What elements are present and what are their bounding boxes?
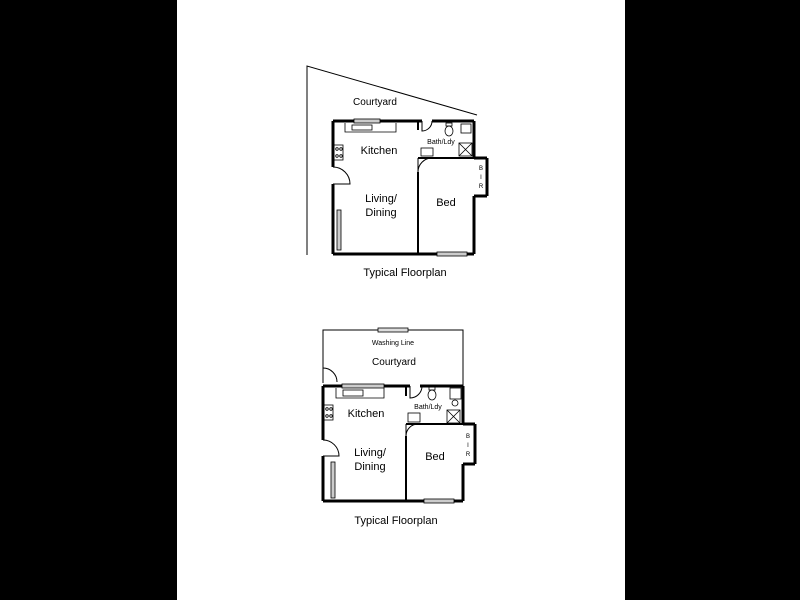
plan-caption: Typical Floorplan: [363, 267, 447, 279]
courtyard-label: Courtyard: [372, 357, 416, 368]
bed-window: [424, 499, 454, 503]
living-window: [337, 210, 341, 250]
bir-label-r: R: [478, 184, 484, 190]
floorplan-upper: [307, 66, 487, 279]
bath-door: [422, 121, 432, 131]
living-label-line1: Living/: [354, 447, 386, 459]
washing-line: [378, 328, 408, 332]
bed-door: [406, 424, 418, 436]
bed-label: Bed: [425, 451, 445, 463]
exterior-walls: [333, 121, 487, 254]
bed-door: [418, 158, 432, 172]
courtyard-gate: [323, 368, 337, 382]
bath-label: Bath/Ldy: [427, 139, 455, 146]
bir-label-r: R: [465, 452, 471, 458]
bed-window: [437, 252, 467, 256]
kitchen-window: [342, 384, 384, 388]
living-window: [331, 462, 335, 498]
floorplan-sheet: [177, 0, 625, 600]
bath-door: [410, 386, 422, 398]
kitchen-label: Kitchen: [360, 145, 398, 157]
kitchen-window: [354, 119, 380, 123]
living-label-line2: Dining: [354, 461, 386, 473]
washing-line-label: Washing Line: [371, 340, 415, 347]
bath-label: Bath/Ldy: [414, 404, 442, 411]
kitchen-label: Kitchen: [347, 408, 385, 420]
bir-label-b: B: [465, 434, 471, 440]
living-door: [323, 440, 339, 456]
floorplan-lower: [323, 328, 475, 527]
living-door: [333, 167, 350, 184]
bed-label: Bed: [436, 197, 456, 209]
bir-label-i: I: [480, 175, 482, 181]
floorplan-drawing: [177, 0, 625, 600]
living-label-line2: Dining: [365, 207, 397, 219]
plan-caption: Typical Floorplan: [354, 515, 438, 527]
courtyard-label: Courtyard: [353, 97, 397, 108]
bir-label-b: B: [478, 166, 484, 172]
bir-label-i: I: [467, 443, 469, 449]
living-label-line1: Living/: [365, 193, 397, 205]
